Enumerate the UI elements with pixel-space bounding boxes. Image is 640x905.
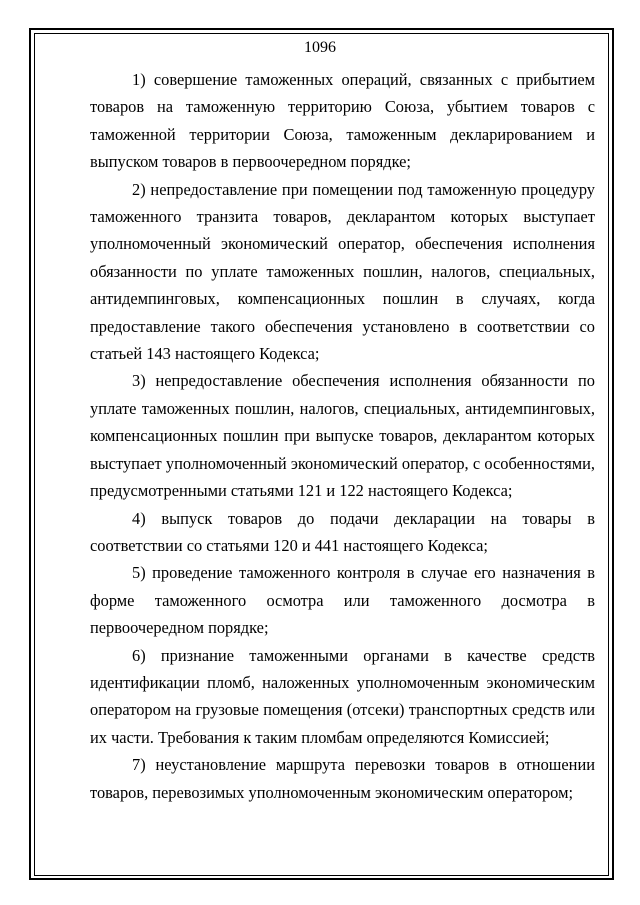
list-item: 2) непредоставление при помещении под таможенную процедуру таможенного транзита товаров, декларантом которых выступает уполномоченный экономический оператор, обеспечения исполнения обязанности по уплате таможенных пошлин, налогов, специальных, антидемпинговых, компенсационных пошлин в случаях, когда предоставление такого обеспечения установлено в соответствии со статьей 143 настоящего Кодекса;: [90, 179, 595, 364]
list-item: 3) непредоставление обеспечения исполнения обязанности по уплате таможенных пошлин, налогов, специальных, антидемпинговых, компенсационных пошлин при выпуске товаров, декларантом которых выступает уполномоченный экономический оператор, с особенностями, предусмотренными статьями 121 и 122 настоящего Кодекса;: [90, 371, 595, 501]
document-body: [90, 66, 595, 806]
list-item: 7) неустановление маршрута перевозки товаров в отношении товаров, перевозимых уполномоченным экономическим оператором;: [90, 755, 595, 802]
list-item: 4) выпуск товаров до подачи декларации на товары в соответствии со статьями 120 и 441 настоящего Кодекса;: [90, 508, 595, 555]
list-item: 5) проведение таможенного контроля в случае его назначения в форме таможенного осмотра или таможенного досмотра в первоочередном порядке;: [90, 563, 595, 638]
list-item: 6) признание таможенными органами в качестве средств идентификации пломб, наложенных уполномоченным экономическим оператором на грузовые помещения (отсеки) транспортных средств или их части. Требования к таким пломбам определяются Комиссией;: [90, 645, 595, 747]
page-number: 1096: [304, 39, 336, 56]
list-item: 1) совершение таможенных операций, связанных с прибытием товаров на таможенную территорию Союза, убытием товаров с таможенной территории Союза, таможенным декларированием и выпуском товаров в первоочередном порядке;: [90, 70, 595, 172]
